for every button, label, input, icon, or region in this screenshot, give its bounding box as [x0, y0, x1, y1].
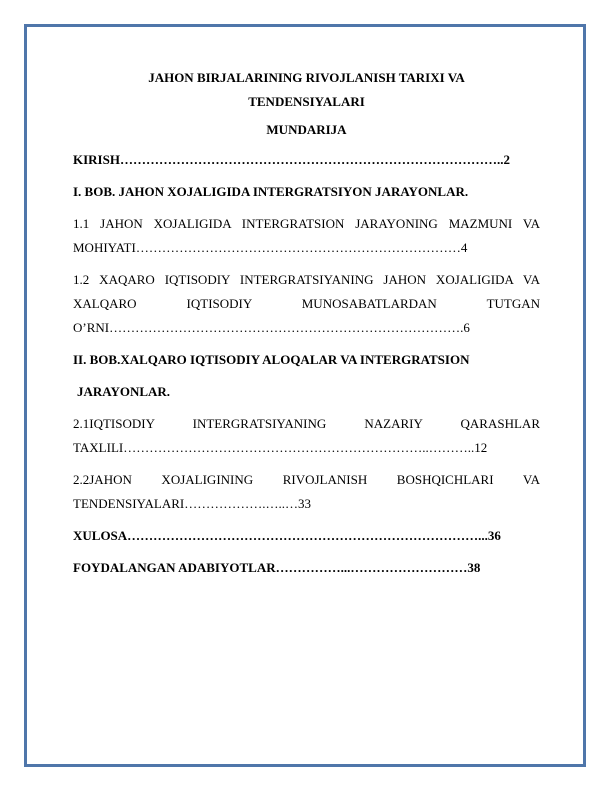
toc-entry-section-1-1-line-1: 1.1 JAHON XOJALIGIDA INTERGRATSION JARAYONING MAZMUNI VA: [73, 216, 540, 231]
title-line-2: TENDENSIYALARI: [248, 94, 365, 109]
toc-entry-section-1-1-line-2: MOHIYATI…………………………………………………………………4: [73, 240, 468, 255]
toc-heading: MUNDARIJA: [266, 122, 347, 137]
toc-entry-section-2-1-line-2: TAXLILI……………………………………………………………..………..12: [73, 440, 488, 455]
toc-entry-section-1-1: [73, 212, 540, 260]
document-body: [73, 66, 540, 588]
toc-entry-section-1-2-line-2: XALQARO IQTISODIY MUNOSABATLARDAN TUTGAN: [73, 296, 540, 311]
toc-entry-section-2-1-line-1: 2.1IQTISODIY INTERGRATSIYANING NAZARIY QARASHLAR: [73, 416, 540, 431]
toc-entry-section-1-2-line-3: O’RNI……………………………………………………………………….6: [73, 320, 470, 335]
toc-entry-intro: KIRISH……………………………………………………………………………..2: [73, 152, 510, 167]
toc-entry-section-2-2-line-1: 2.2JAHON XOJALIGINING RIVOJLANISH BOSHQICHLARI VA: [73, 472, 540, 487]
toc-entry-references: FOYDALANGAN ADABIYOTLAR……………...………………………38: [73, 560, 481, 575]
document-title: [73, 66, 540, 114]
toc-entry-section-2-2-line-2: TENDENSIYALARI……………….…..…33: [73, 496, 311, 511]
title-line-1: JAHON BIRJALARINING RIVOJLANISH TARIXI VA: [148, 70, 465, 85]
toc-entry-section-1-2: [73, 268, 540, 340]
toc-entry-section-2-2: [73, 468, 540, 516]
toc-entry-chapter-1: I. BOB. JAHON XOJALIGIDA INTERGRATSIYON JARAYONLAR.: [73, 184, 469, 199]
toc-entry-chapter-2-line-2: JARAYONLAR.: [77, 384, 171, 399]
toc-entry-section-1-2-line-1: 1.2 XAQARO IQTISODIY INTERGRATSIYANING JAHON XOJALIGIDA VA: [73, 272, 540, 287]
toc-entry-chapter-2: [73, 348, 540, 404]
toc-entry-conclusion: XULOSA………………………………………………………………………...36: [73, 528, 501, 543]
toc-entry-section-2-1: [73, 412, 540, 460]
toc-entry-chapter-2-line-1: II. BOB.XALQARO IQTISODIY ALOQALAR VA INTERGRATSION: [73, 352, 470, 367]
